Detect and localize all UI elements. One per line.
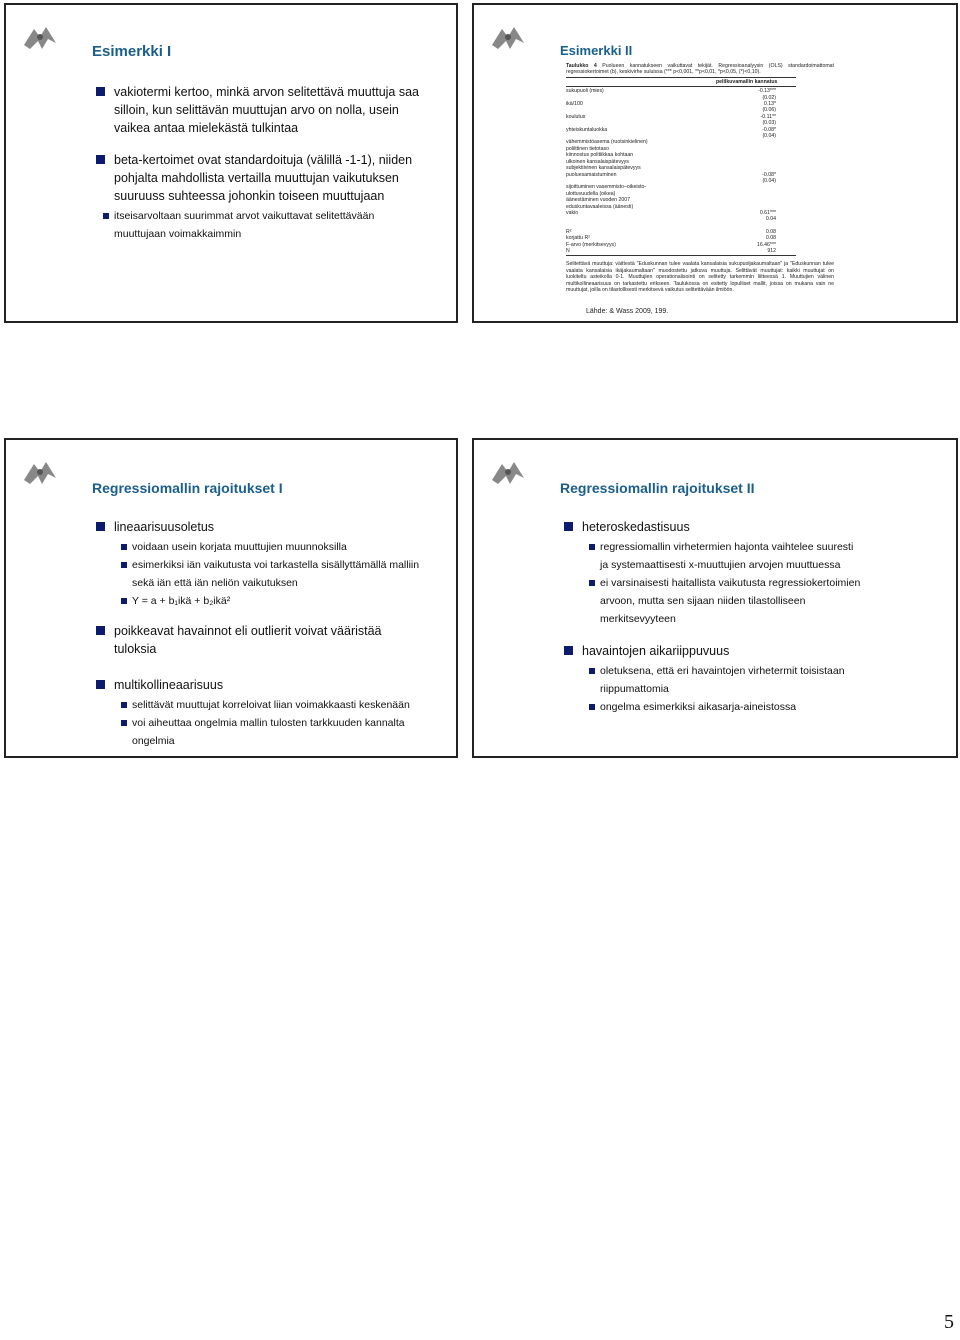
source-text: Lähde: & Wass 2009, 199. [586, 308, 669, 315]
slide-title: Regressiomallin rajoitukset II [560, 480, 755, 496]
stat-value: 0.08 [765, 228, 776, 235]
sub-bullets-lineaarisuus [114, 538, 426, 610]
sub-bullet-kaava: Y = a + b₁ikä + b₂ikä² [114, 592, 426, 610]
column-header: pelilkuvamallin kannatus [716, 78, 778, 85]
sub-bullet-merkitsevyys: ei varsinaisesti haitallista vaikutusta regressiokertoimien arvoon, mutta sen sijaan niiden tilastolliseen merkitsevyyteen [582, 574, 864, 628]
row-value: (0.02) [762, 94, 776, 101]
table-rule [566, 77, 796, 78]
row-value: -0.08* [762, 126, 776, 133]
table-caption-text: Puolueen kannatukseen vaikuttavat tekijät. Regressioanalyysin (OLS) standardoimattomat regressiokertoimet (b), keskivirhe suluissa (*** p<0,001, **p<0,01, *p<0,05, (*)<0,10). [566, 63, 834, 76]
bullet-heteroskedastisuus: heteroskedastisuus [564, 518, 864, 536]
stat-label: korjattu R² [566, 235, 590, 242]
sub-bullet-korrelaatio: selittävät muuttujat korreloivat liian voimakkaasti keskenään [114, 696, 426, 714]
stats-row [566, 248, 834, 254]
table-note: Selitettävä muuttuja: väittestä "Eduskunnan tulee vaalata kansalaisia sukupuoljakaumaltaan" ja "Eduskunnan tulee vaalata kansalaisia ikäjakaumaltaan" muodostettu jatkuva muuttuja. Selittävät muuttujat: kaikki muuttujat on luokiteltu asteikolla 0-1. Muuttujien operationalisointi on selitetty tarkemmin liitteessä 1. Muuttujien välinen multikollineaarisuus on tarkastettu erikseen. Taulukossa on esitetty lopulliset mallit, joissa on mukana vain ne muuttujat, joilla on tilastollisesti merkitsevä vaikutus selitettävään ilmiöön. [566, 261, 834, 293]
row-label: ikä/100 [566, 101, 583, 108]
row-value: -0.13*** [758, 88, 776, 95]
sub-bullet-hajonta: regressiomallin virhetermien hajonta vaihtelee suuresti ja systemaattisesti x-muuttujien arvojen muuttuessa [582, 538, 864, 574]
university-logo-icon [488, 458, 528, 488]
row-label: sijoittuminen vasemmisto–oikeisto- [566, 184, 647, 191]
row-label: puoluesamaistuminen [566, 171, 617, 178]
slide-title: Regressiomallin rajoitukset I [92, 480, 283, 496]
bullet-list [96, 518, 426, 750]
sub-bullets-aikariippuvuus [582, 662, 864, 716]
row-label: vähemmistöasema (ruotsinkielinen) [566, 139, 648, 146]
slide-esimerkki-1 [4, 3, 458, 323]
stat-value: 0.08 [765, 235, 776, 242]
row-value: 0.61*** [759, 209, 776, 216]
row-value: 0.13* [763, 101, 776, 108]
slide-title: Esimerkki I [92, 43, 172, 60]
page-number: 5 [944, 1311, 954, 1333]
row-value: (0.06) [762, 107, 776, 114]
stat-label: R² [566, 228, 572, 235]
slide-esimerkki-2 [472, 3, 958, 323]
sub-bullet-ian-nelio: esimerkiksi iän vaikutusta voi tarkastella sisällyttämällä malliin sekä iän että iän neliön vaikutuksen [114, 556, 426, 592]
sub-bullet-aikasarja: ongelma esimerkiksi aikasarja-aineistossa [582, 698, 864, 716]
sub-bullet-muunnokset: voidaan usein korjata muuttujien muunnoksilla [114, 538, 426, 556]
row-value: (0.03) [762, 120, 776, 127]
bullet-lineaarisuus: lineaarisuusoletus [96, 518, 426, 536]
row-label [566, 216, 716, 222]
bullet-aikariippuvuus: havaintojen aikariippuvuus [564, 642, 864, 660]
university-logo-icon [20, 23, 60, 53]
university-logo-icon [20, 458, 60, 488]
row-label: äänestäminen vuoden 2007 [566, 197, 631, 204]
stat-value: 912 [767, 247, 776, 254]
row-label: kiinnostus politiikkaa kohtaan [566, 152, 634, 159]
row-label: ulkoinen kansalaispätevyys [566, 158, 629, 165]
row-label: koulutus [566, 113, 586, 120]
bullet-multikollineaarisuus: multikollineaarisuus [96, 676, 426, 694]
table-rule [566, 255, 796, 256]
row-label: vakio [566, 209, 579, 216]
sub-bullets-heteroskedastisuus [582, 538, 864, 628]
row-label: sukupuoli (mies) [566, 88, 604, 95]
table-caption [566, 63, 834, 76]
sub-bullet-tarkkuus: voi aiheuttaa ongelmia mallin tulosten tarkkuuden kannalta ongelmia [114, 714, 426, 750]
bullet-beta-kertoimet: beta-kertoimet ovat standardoituja (välillä -1-1), niiden pohjalta mahdollista vertailla muuttujan vaikutuksen suuruuss suhteessa johonkin toiseen muuttujaan [96, 151, 426, 205]
row-label: eduskuntavaaleissa (äänesti) [566, 203, 634, 210]
slide-title: Esimerkki II [560, 43, 633, 58]
slide-rajoitukset-2 [472, 438, 958, 758]
bullet-list [564, 518, 864, 716]
table-body [566, 88, 834, 223]
university-logo-icon [488, 23, 528, 53]
slide-rajoitukset-1 [4, 438, 458, 758]
row-value: -0.08* [762, 171, 776, 178]
table-header-row [566, 79, 834, 85]
row-value: 0.04 [765, 216, 776, 223]
row-value: -0.11** [760, 113, 776, 120]
bullet-vakiotermi: vakiotermi kertoo, minkä arvon selitettävä muuttuja saa silloin, kun selittävän muuttujan arvo on nolla, usein vaikea antaa mielekästä tulkintaa [96, 83, 426, 137]
row-label: yhteiskuntaluokka [566, 126, 608, 133]
sub-bullets-multikollineaarisuus [114, 696, 426, 750]
sub-bullet-riippumattomuus: oletuksena, että eri havaintojen virhetermit toisistaan riippumattomia [582, 662, 864, 698]
bullet-list [96, 83, 426, 243]
table-caption-label: Taulukko 4 [566, 63, 597, 69]
stat-label: N [566, 247, 570, 254]
row-label: subjektiivinen kansalaispätevyys [566, 165, 641, 172]
bullet-outlierit: poikkeavat havainnot eli outlierit voivat vääristää tuloksia [96, 622, 426, 658]
row-value: (0.04) [762, 177, 776, 184]
regression-table [566, 63, 834, 293]
row-label: poliittinen tietotaso [566, 145, 609, 152]
table-stats [566, 229, 834, 255]
row-label: ulottuvuudella (oikea) [566, 190, 616, 197]
stat-value: 16.46*** [756, 241, 776, 248]
stat-label: F-arvo (merkitsevyys) [566, 241, 616, 248]
row-value: (0.04) [762, 133, 776, 140]
table-rule [566, 86, 796, 87]
sub-bullet-itseisarvo: itseisarvoltaan suurimmat arvot vaikuttavat selitettävään muuttujaan voimakkaimmin [96, 207, 426, 243]
